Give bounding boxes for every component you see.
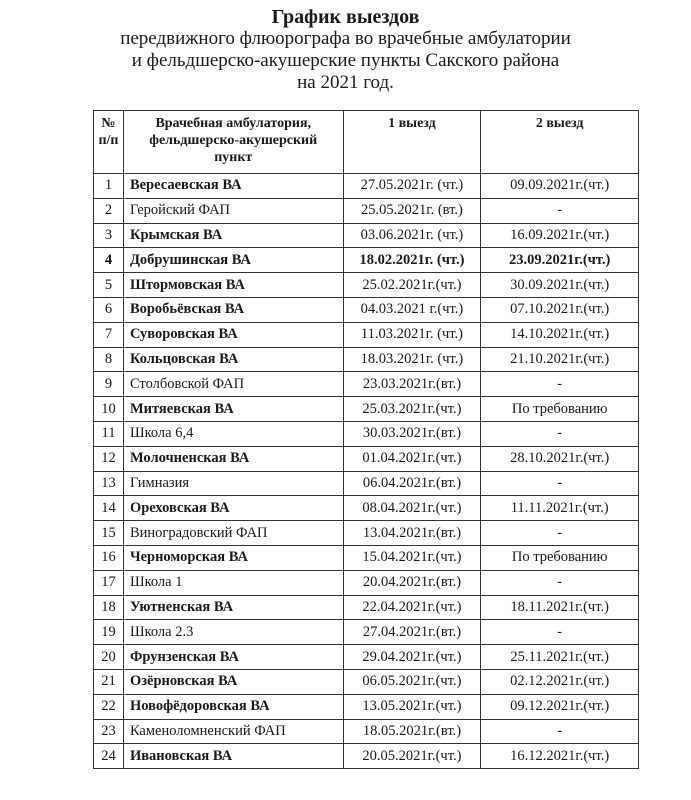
table-header-row (94, 111, 639, 174)
visit1-date: 15.04.2021г.(чт.) (343, 545, 481, 570)
visit2-date: - (481, 521, 639, 546)
visit1-date: 25.02.2021г.(чт.) (343, 273, 481, 298)
row-number: 1 (94, 174, 124, 199)
visit1-date: 11.03.2021г. (чт.) (343, 322, 481, 347)
table-row (94, 595, 639, 620)
visit2-date: 30.09.2021г.(чт.) (481, 273, 639, 298)
table-row (94, 471, 639, 496)
table-row (94, 744, 639, 769)
visit2-date: 25.11.2021г.(чт.) (481, 645, 639, 670)
row-number: 22 (94, 694, 124, 719)
row-number: 19 (94, 620, 124, 645)
table-row (94, 545, 639, 570)
row-number: 15 (94, 521, 124, 546)
visit2-date: 18.11.2021г.(чт.) (481, 595, 639, 620)
visit1-date: 22.04.2021г.(чт.) (343, 595, 481, 620)
visit1-date: 04.03.2021 г.(чт.) (343, 297, 481, 322)
visit1-date: 01.04.2021г.(чт.) (343, 446, 481, 471)
facility-name: Крымская ВА (123, 223, 343, 248)
row-number: 4 (94, 248, 124, 273)
table-row (94, 347, 639, 372)
visit2-date: 21.10.2021г.(чт.) (481, 347, 639, 372)
visit1-date: 13.05.2021г.(чт.) (343, 694, 481, 719)
row-number: 3 (94, 223, 124, 248)
visit1-date: 20.04.2021г.(вт.) (343, 570, 481, 595)
visit1-date: 30.03.2021г.(вт.) (343, 421, 481, 446)
row-number: 12 (94, 446, 124, 471)
visit1-date: 18.03.2021г. (чт.) (343, 347, 481, 372)
table-row (94, 620, 639, 645)
facility-name: Геройский ФАП (123, 198, 343, 223)
visit1-date: 13.04.2021г.(вт.) (343, 521, 481, 546)
row-number: 11 (94, 421, 124, 446)
row-number: 23 (94, 719, 124, 744)
table-row (94, 223, 639, 248)
row-number: 18 (94, 595, 124, 620)
visit2-date: По требованию (481, 545, 639, 570)
visit1-date: 25.03.2021г.(чт.) (343, 397, 481, 422)
table-row (94, 645, 639, 670)
visit1-date: 08.04.2021г.(чт.) (343, 496, 481, 521)
document-header (0, 6, 691, 94)
row-number: 21 (94, 669, 124, 694)
facility-name: Новофёдоровская ВА (123, 694, 343, 719)
facility-name: Штормовская ВА (123, 273, 343, 298)
facility-name: Фрунзенская ВА (123, 645, 343, 670)
table-row (94, 421, 639, 446)
table-row (94, 174, 639, 199)
table-row (94, 669, 639, 694)
table-row (94, 570, 639, 595)
facility-name: Ореховская ВА (123, 496, 343, 521)
facility-name: Молочненская ВА (123, 446, 343, 471)
table-row (94, 496, 639, 521)
row-number: 9 (94, 372, 124, 397)
visit1-date: 18.05.2021г.(вт.) (343, 719, 481, 744)
row-number: 13 (94, 471, 124, 496)
facility-name: Ивановская ВА (123, 744, 343, 769)
visit1-date: 23.03.2021г.(вт.) (343, 372, 481, 397)
table-row (94, 322, 639, 347)
row-number: 2 (94, 198, 124, 223)
visit2-date: - (481, 471, 639, 496)
visit2-date: - (481, 719, 639, 744)
subtitle-line-1: передвижного флюорографа во врачебные амбулатории (120, 28, 571, 49)
subtitle-line-2: и фельдшерско-акушерские пункты Сакского района (131, 50, 560, 71)
schedule-table (93, 110, 639, 769)
visit2-date: 14.10.2021г.(чт.) (481, 322, 639, 347)
column-header-num: № п/п (94, 111, 124, 174)
facility-name: Вересаевская ВА (123, 174, 343, 199)
facility-name: Школа 1 (123, 570, 343, 595)
facility-name: Гимназия (123, 471, 343, 496)
facility-name: Школа 6,4 (123, 421, 343, 446)
visit1-date: 27.04.2021г.(вт.) (343, 620, 481, 645)
visit2-date: 28.10.2021г.(чт.) (481, 446, 639, 471)
visit1-date: 03.06.2021г. (чт.) (343, 223, 481, 248)
document-title: График выездов (271, 6, 420, 28)
row-number: 5 (94, 273, 124, 298)
visit2-date: 07.10.2021г.(чт.) (481, 297, 639, 322)
subtitle-line-3: на 2021 год. (297, 72, 394, 93)
visit2-date: По требованию (481, 397, 639, 422)
row-number: 8 (94, 347, 124, 372)
visit1-date: 06.04.2021г.(вт.) (343, 471, 481, 496)
visit2-date: 09.12.2021г.(чт.) (481, 694, 639, 719)
visit1-date: 27.05.2021г. (чт.) (343, 174, 481, 199)
facility-name: Каменоломненский ФАП (123, 719, 343, 744)
facility-name: Добрушинская ВА (123, 248, 343, 273)
table-row (94, 446, 639, 471)
facility-name: Школа 2.3 (123, 620, 343, 645)
table-row (94, 372, 639, 397)
visit1-date: 29.04.2021г.(чт.) (343, 645, 481, 670)
visit1-date: 25.05.2021г. (вт.) (343, 198, 481, 223)
row-number: 14 (94, 496, 124, 521)
visit2-date: - (481, 372, 639, 397)
table-row (94, 521, 639, 546)
table-row (94, 273, 639, 298)
row-number: 6 (94, 297, 124, 322)
row-number: 16 (94, 545, 124, 570)
facility-name: Митяевская ВА (123, 397, 343, 422)
visit2-date: 23.09.2021г.(чт.) (481, 248, 639, 273)
row-number: 17 (94, 570, 124, 595)
visit2-date: 16.09.2021г.(чт.) (481, 223, 639, 248)
visit1-date: 18.02.2021г. (чт.) (343, 248, 481, 273)
visit2-date: - (481, 620, 639, 645)
table-row (94, 198, 639, 223)
visit2-date: 09.09.2021г.(чт.) (481, 174, 639, 199)
column-header-visit1: 1 выезд (343, 111, 481, 174)
facility-name: Кольцовская ВА (123, 347, 343, 372)
table-row (94, 397, 639, 422)
visit1-date: 20.05.2021г.(чт.) (343, 744, 481, 769)
facility-name: Виноградовский ФАП (123, 521, 343, 546)
row-number: 7 (94, 322, 124, 347)
column-header-name: Врачебная амбулатория, фельдшерско-акушерский пункт (123, 111, 343, 174)
facility-name: Черноморская ВА (123, 545, 343, 570)
visit2-date: 16.12.2021г.(чт.) (481, 744, 639, 769)
column-header-visit2: 2 выезд (481, 111, 639, 174)
row-number: 10 (94, 397, 124, 422)
row-number: 20 (94, 645, 124, 670)
visit1-date: 06.05.2021г.(чт.) (343, 669, 481, 694)
visit2-date: 02.12.2021г.(чт.) (481, 669, 639, 694)
table-row (94, 694, 639, 719)
table-row (94, 248, 639, 273)
table-row (94, 719, 639, 744)
visit2-date: - (481, 421, 639, 446)
facility-name: Столбовской ФАП (123, 372, 343, 397)
facility-name: Уютненская ВА (123, 595, 343, 620)
facility-name: Суворовская ВА (123, 322, 343, 347)
facility-name: Воробьёвская ВА (123, 297, 343, 322)
visit2-date: 11.11.2021г.(чт.) (481, 496, 639, 521)
table-body (94, 174, 639, 769)
row-number: 24 (94, 744, 124, 769)
visit2-date: - (481, 570, 639, 595)
facility-name: Озёрновская ВА (123, 669, 343, 694)
table-row (94, 297, 639, 322)
visit2-date: - (481, 198, 639, 223)
